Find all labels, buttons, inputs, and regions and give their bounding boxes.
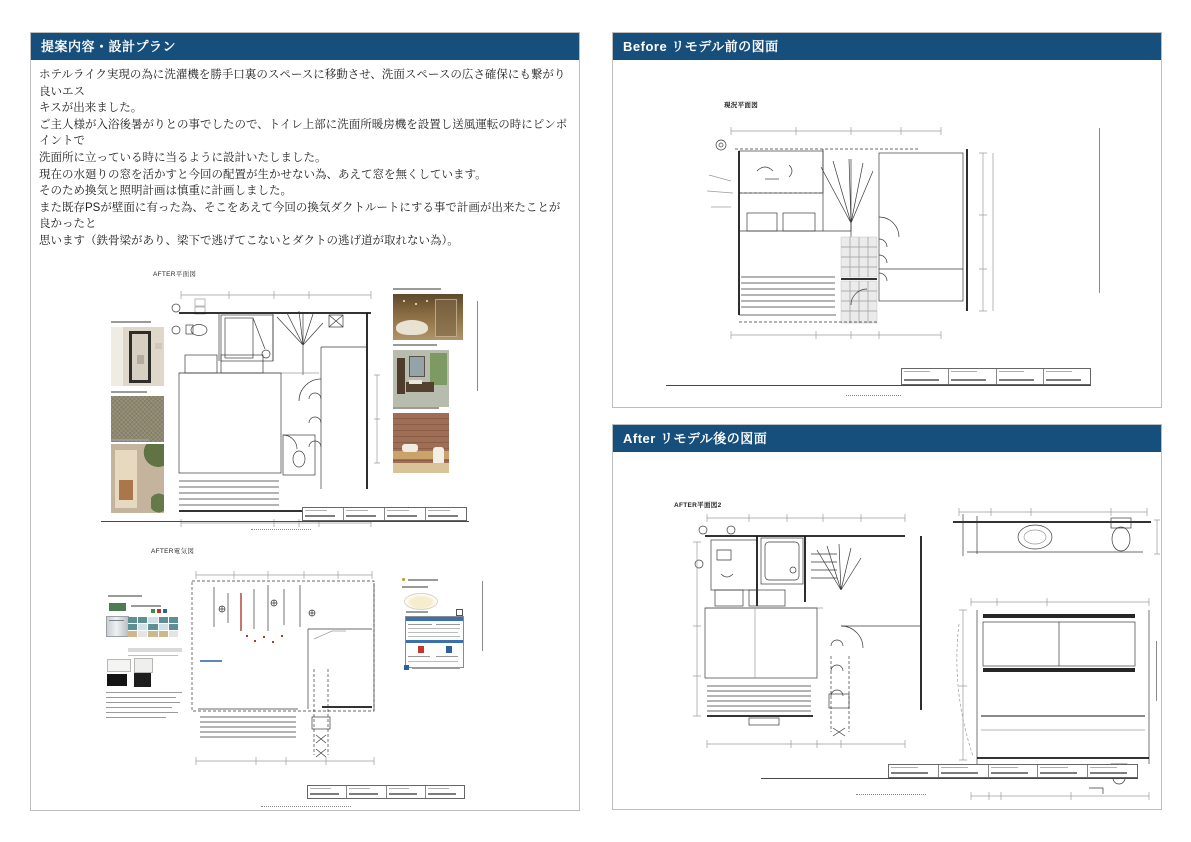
proposal-text-line: 現在の水廻りの窓を活かすと今回の配置が生かせない為、あえて窓を無くしています。 <box>39 168 487 181</box>
after-remodel-plan-drawing <box>691 506 1161 806</box>
before-panel <box>612 32 1162 408</box>
before-floor-plan-drawing <box>701 119 1001 354</box>
legend-chip-blue <box>163 609 167 613</box>
equipment-caption <box>108 595 142 597</box>
before-panel-header <box>613 33 1161 60</box>
product-photo-black <box>134 673 151 687</box>
proposal-text-line: ご主人様が入浴後暑がりとの事でしたので、トイレ上部に洗面所暖房機を設置し送風運転の時にピンポイントで <box>39 118 568 148</box>
lighting-caption <box>402 586 428 588</box>
dimension-line <box>1156 641 1157 701</box>
before-panel-title: Before リモデル前の図面 <box>623 39 779 54</box>
after-panel-header <box>613 425 1161 452</box>
photo-bathroom-warm <box>393 294 463 340</box>
title-block <box>307 785 465 799</box>
lighting-caption <box>406 611 428 613</box>
spec-text-line <box>106 707 172 708</box>
proposal-text <box>39 67 571 250</box>
drawing-note <box>251 528 311 530</box>
product-photo-black <box>107 674 127 686</box>
photo-interior-doorway <box>111 327 164 386</box>
proposal-text-line: そのため換気と照明計画は慎重に計画しました。 <box>39 185 292 198</box>
after-electric-plan-label: AFTER電気図 <box>151 548 195 555</box>
drawing-border-line <box>761 778 1138 779</box>
spec-text-line <box>106 702 180 703</box>
divider-bar <box>128 648 182 652</box>
photo-brick-bathroom <box>393 413 449 473</box>
lighting-note <box>412 667 460 669</box>
photo-interior-dining <box>111 444 164 513</box>
photo-caption <box>393 407 439 409</box>
proposal-panel <box>30 32 580 811</box>
note-icon-blue <box>404 665 409 670</box>
legend-chip-green <box>151 609 155 613</box>
close-box-icon <box>456 609 463 616</box>
after-floor-plan-drawing <box>169 283 384 533</box>
drawing-note <box>846 394 901 396</box>
dimension-line <box>1099 128 1100 293</box>
before-plan-label: 現況平面図 <box>724 102 758 109</box>
legend-chip-red <box>157 609 161 613</box>
spec-text-line <box>106 692 182 693</box>
ceiling-light-photo <box>404 593 438 610</box>
spec-text-line <box>106 697 176 698</box>
legend-dot-orange <box>402 578 405 581</box>
drawing-note <box>261 805 351 807</box>
washer-photo <box>106 616 129 637</box>
after-plan-label: AFTER平面図2 <box>674 502 722 509</box>
photo-caption <box>393 344 437 346</box>
photo-caption <box>111 439 149 441</box>
after-panel <box>612 424 1162 810</box>
proposal-text-line: キスが出来ました。 <box>39 102 143 115</box>
after-panel-title: After リモデル後の図面 <box>623 431 768 446</box>
drawing-note <box>856 793 926 795</box>
proposal-panel-header <box>31 33 579 60</box>
drawing-border-line <box>101 521 469 522</box>
title-block <box>888 764 1138 778</box>
after-floor-plan-label: AFTER平面図 <box>153 271 197 278</box>
spec-table <box>128 617 178 637</box>
lighting-caption <box>408 579 438 581</box>
proposal-text-line: ホテルライク実現の為に洗濯機を勝手口裏のスペースに移動させ、洗面スペースの広さ確保にも繋がり良いエス <box>39 69 566 98</box>
title-block <box>901 368 1091 385</box>
spec-text-line <box>106 717 166 718</box>
product-photo-white <box>107 659 131 672</box>
proposal-text-line: また既存PSが壁面に有った為、そこをあえて今回の換気ダクトルートにする事で計画が出来たことが良かったと <box>39 201 561 231</box>
dimension-line <box>477 301 478 391</box>
product-photo-white <box>134 658 153 673</box>
title-block <box>302 507 467 521</box>
spec-text-line <box>106 712 178 713</box>
proposal-text-line: 思います（鉄骨梁があり、梁下で逃げてこないとダクトの逃げ道が取れない為）。 <box>39 234 459 247</box>
proposal-panel-title: 提案内容・設計プラン <box>41 39 177 54</box>
after-electric-plan-drawing <box>186 569 386 774</box>
brand-banner <box>109 603 126 611</box>
proposal-text-line: 洗面所に立っている時に当るように設計いたしました。 <box>39 151 327 164</box>
equipment-caption <box>131 605 161 607</box>
photo-wall-texture <box>111 396 164 442</box>
dimension-line <box>482 581 483 651</box>
drawing-border-line <box>666 385 1091 386</box>
photo-caption <box>393 288 441 290</box>
lighting-spec-card <box>405 616 464 668</box>
photo-vanity-mirror <box>393 350 449 407</box>
spec-row <box>128 655 178 656</box>
photo-caption <box>111 391 147 393</box>
photo-caption <box>111 321 151 323</box>
